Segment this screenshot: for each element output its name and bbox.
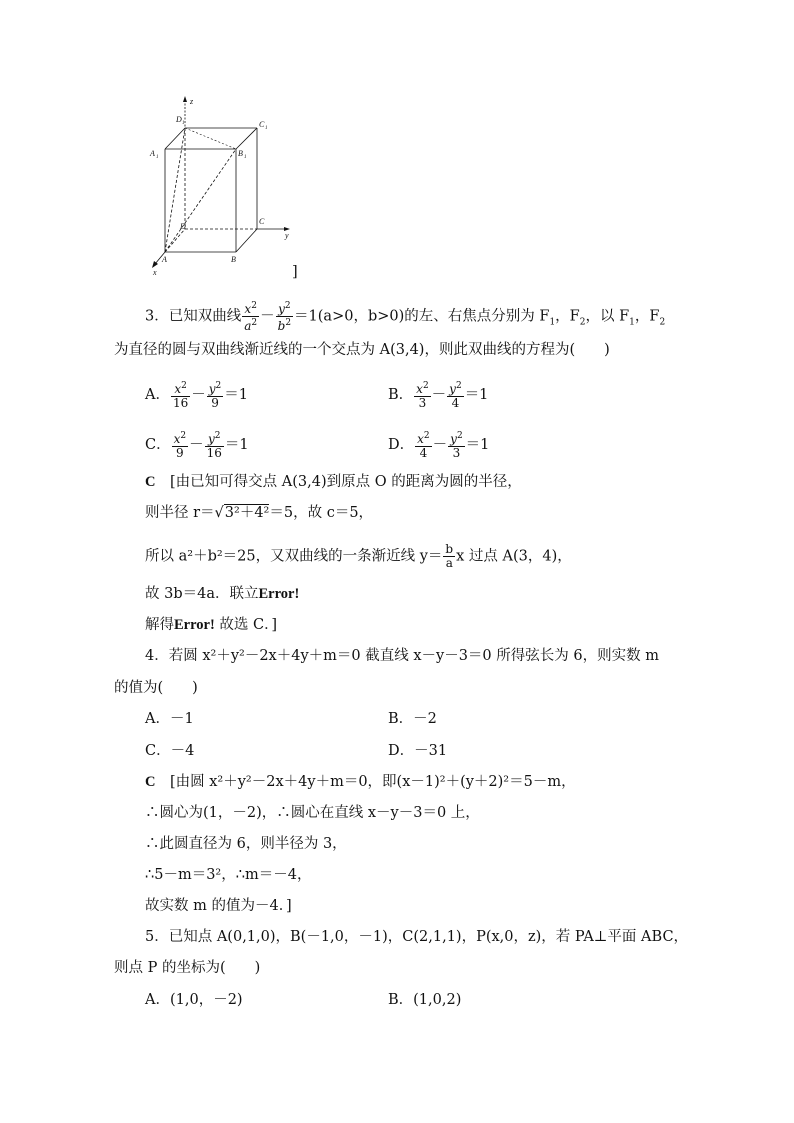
q3-option-d: D． $\frac{x^2}{4}$ － $\frac{y^2}{3}$ ＝1 xyxy=(388,431,490,460)
q3-solution-line3: 所以 a²＋b²＝25，又双曲线的一条渐近线 y＝ $\frac{b}{a}$ x 过点 A(3，4)， xyxy=(145,542,572,570)
q3-solution-line1: C [由已知可得交点 A(3,4)到原点 O 的距离为圆的半径， xyxy=(145,474,522,490)
q3-stem-line2: 为直径的圆与双曲线渐近线的一个交点为 A(3,4)，则此双曲线的方程为( ) xyxy=(114,342,610,358)
q3-answer: C xyxy=(145,474,156,490)
q3-option-c: C． $\frac{x^2}{9}$ － $\frac{y^2}{16}$ ＝1 xyxy=(145,431,249,460)
q3-stem: 3．已知双曲线 $\frac{x^2}{a^2}$ － $\frac{y^2}{b^2}$ ＝1(a>0，b>0)的左、右焦点分别为 $F_1$，$F_2$，以 $F_1$，$F_2$ xyxy=(145,301,666,333)
q5-stem-line2: 则点 P 的坐标为( ) xyxy=(114,960,261,976)
q4-option-b: B．－2 xyxy=(388,711,437,727)
q5-option-a: A．(1,0，－2) xyxy=(145,992,243,1008)
q4-stem-line1: 4．若圆 x²＋y²－2x＋4y＋m＝0 截直线 x－y－3＝0 所得弦长为 6，则实数 m xyxy=(145,648,659,664)
q5-option-b: B．(1,0,2) xyxy=(388,992,462,1008)
svg-text:1: 1 xyxy=(156,155,159,160)
label-B: B xyxy=(231,255,236,264)
label-D1: D xyxy=(176,115,182,124)
svg-text:1: 1 xyxy=(244,155,247,160)
q4-option-d: D．－31 xyxy=(388,743,448,759)
label-C1: C xyxy=(259,120,265,129)
figure-close-bracket: ] xyxy=(292,264,298,280)
q4-solution-line3: ∴此圆直径为 6，则半径为 3， xyxy=(145,836,347,852)
label-A: A xyxy=(162,255,167,264)
q3-solution-line4: 故 3b＝4a．联立Error! xyxy=(145,586,300,602)
q4-option-c: C．－4 xyxy=(145,743,195,759)
svg-text:1: 1 xyxy=(182,121,185,126)
label-z: z xyxy=(190,97,194,106)
q3-solution-line5: 解得Error! 故选 C．] xyxy=(145,617,278,633)
q5-stem-line1: 5．已知点 A(0,1,0)，B(－1,0，－1)，C(2,1,1)，P(x,0，z)，若 PA⊥平面 ABC， xyxy=(145,929,689,945)
q4-option-a: A．－1 xyxy=(145,711,194,727)
q3-option-b: B． $\frac{x^2}{3}$ － $\frac{y^2}{4}$ ＝1 xyxy=(388,381,489,410)
cube-figure xyxy=(140,92,300,277)
label-D: D xyxy=(180,222,186,231)
q4-solution-line1: C [由圆 x²＋y²－2x＋4y＋m＝0，即(x－1)²＋(y＋2)²＝5－m， xyxy=(145,774,576,790)
q3-solution-line2: 则半径 r＝√3²＋4²＝5，故 c＝5， xyxy=(145,505,374,521)
q4-stem-line2: 的值为( ) xyxy=(114,680,198,696)
q4-solution-line5: 故实数 m 的值为－4．] xyxy=(145,898,292,914)
label-y: y xyxy=(285,231,289,240)
q4-solution-line4: ∴5－m＝3²，∴m＝－4， xyxy=(145,867,312,883)
q4-answer: C xyxy=(145,774,156,790)
svg-text:1: 1 xyxy=(265,126,268,131)
q3-option-a: A． $\frac{x^2}{16}$ － $\frac{y^2}{9}$ ＝1 xyxy=(145,381,249,410)
label-B1: B xyxy=(238,149,243,158)
q4-solution-line2: ∴圆心为(1，－2)，∴圆心在直线 x－y－3＝0 上， xyxy=(145,805,480,821)
label-C: C xyxy=(259,217,265,226)
label-A1: A xyxy=(150,149,155,158)
label-x: x xyxy=(153,268,157,277)
